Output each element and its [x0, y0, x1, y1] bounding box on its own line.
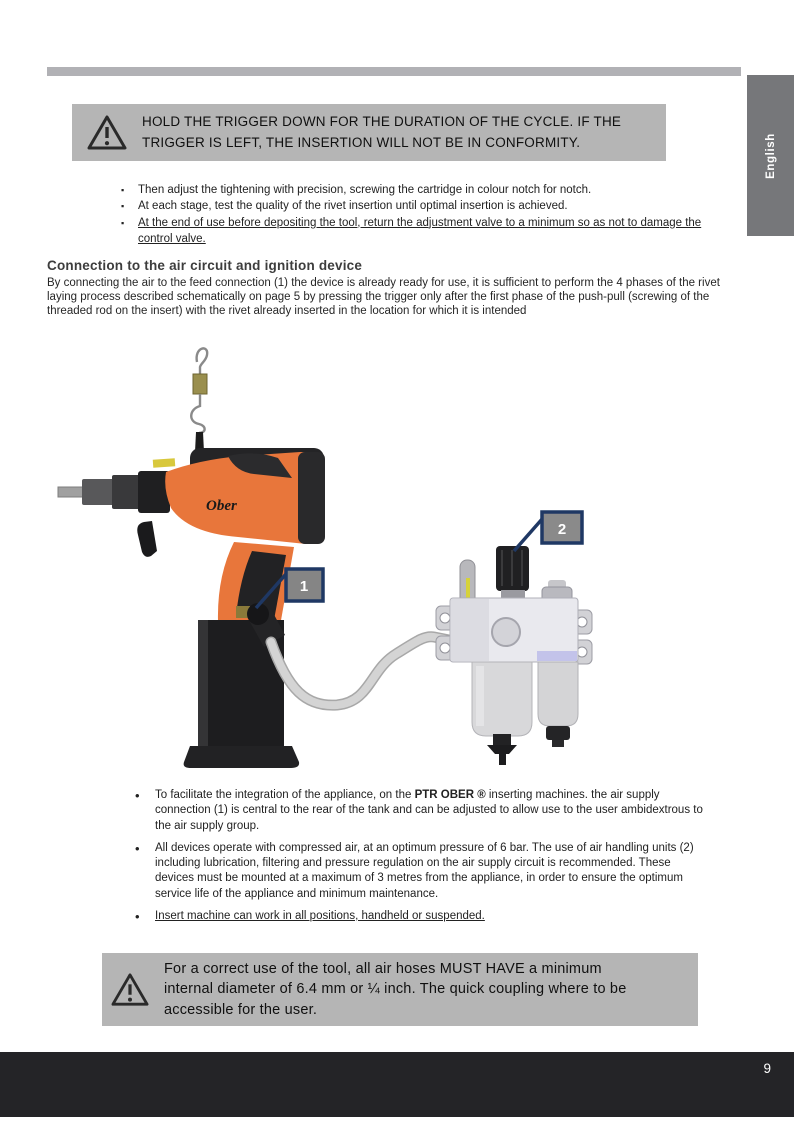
- item1-text-cont: inserting machines. the air supply connection (1) is central to the rear of the tank and can be adjusted to allow use to the user ambidextrous to the air supply group.: [155, 789, 703, 832]
- bullet-list-main: [133, 788, 711, 931]
- callout-2-number: 2: [557, 521, 567, 538]
- list-item: ▪ At the end of use before depositing the tool, return the adjustment valve to a minimum so as not to damage the control valve.: [121, 215, 727, 248]
- warning-box-top: [72, 104, 666, 161]
- air-hose-highlight: [271, 637, 454, 705]
- air-handling-unit: [436, 546, 592, 765]
- warning-top-text: HOLD THE TRIGGER DOWN FOR THE DURATION OF THE CYCLE. IF THE TRIGGER IS LEFT, THE INSERTION WILL NOT BE IN CONFORMITY.: [142, 113, 622, 150]
- list-item: • All devices operate with compressed air, at an optimum pressure of 6 bar. The use of air handling units (2) including lubrication, filtering and pressure regulation on the air supply circuit is recommended. These devices must be mounted at a maximum of 3 metres from the appliance, in order to ensure the optimum service life of the appliance and minimum maintenance.: [133, 841, 711, 902]
- warning-triangle-icon: [110, 972, 150, 1008]
- top-rule: [47, 67, 741, 76]
- section-paragraph: By connecting the air to the feed connection (1) the device is already ready for use, it is sufficient to perform the 4 phases of the rivet laying process described schematically on page 5 by pressing the trigger only after the first phase of the push-pull (screwing of the threaded rod on the insert) with the rivet already inserted in the location for which it is intended: [47, 277, 720, 317]
- bullet-list-top: [121, 182, 727, 247]
- rivet-gun: [58, 448, 325, 768]
- list-item: [133, 788, 711, 834]
- footer-bar: [0, 1052, 794, 1117]
- tool-brand-logo: Ober: [206, 498, 237, 514]
- callout-1-number: 1: [299, 578, 309, 595]
- warning-box-bottom: [102, 953, 698, 1026]
- item1-text: To facilitate the integration of the appliance, on the: [155, 789, 415, 801]
- section-heading: Connection to the air circuit and ignition device: [47, 258, 363, 273]
- language-tab: [747, 75, 794, 236]
- callout-air-unit: [514, 512, 582, 551]
- warning-triangle-icon: [86, 114, 128, 152]
- list-item: • Insert machine can work in all positions, handheld or suspended.: [133, 909, 711, 924]
- list-item: ▪ At each stage, test the quality of the rivet insertion until optimal insertion is achieved.: [121, 198, 727, 214]
- item1-bold-brand: PTR OBER ®: [414, 789, 486, 801]
- page-number: 9: [763, 1061, 771, 1076]
- tool-connection-figure: [40, 338, 620, 775]
- warning-bottom-text: For a correct use of the tool, all air hoses MUST HAVE a minimum internal diameter of 6.4 mm or ¼ inch. The quick coupling where to be accessible for the user.: [164, 961, 627, 1018]
- list-item: ▪ Then adjust the tightening with precision, screwing the cartridge in colour notch for notch.: [121, 182, 727, 198]
- language-tab-label: English: [764, 132, 777, 179]
